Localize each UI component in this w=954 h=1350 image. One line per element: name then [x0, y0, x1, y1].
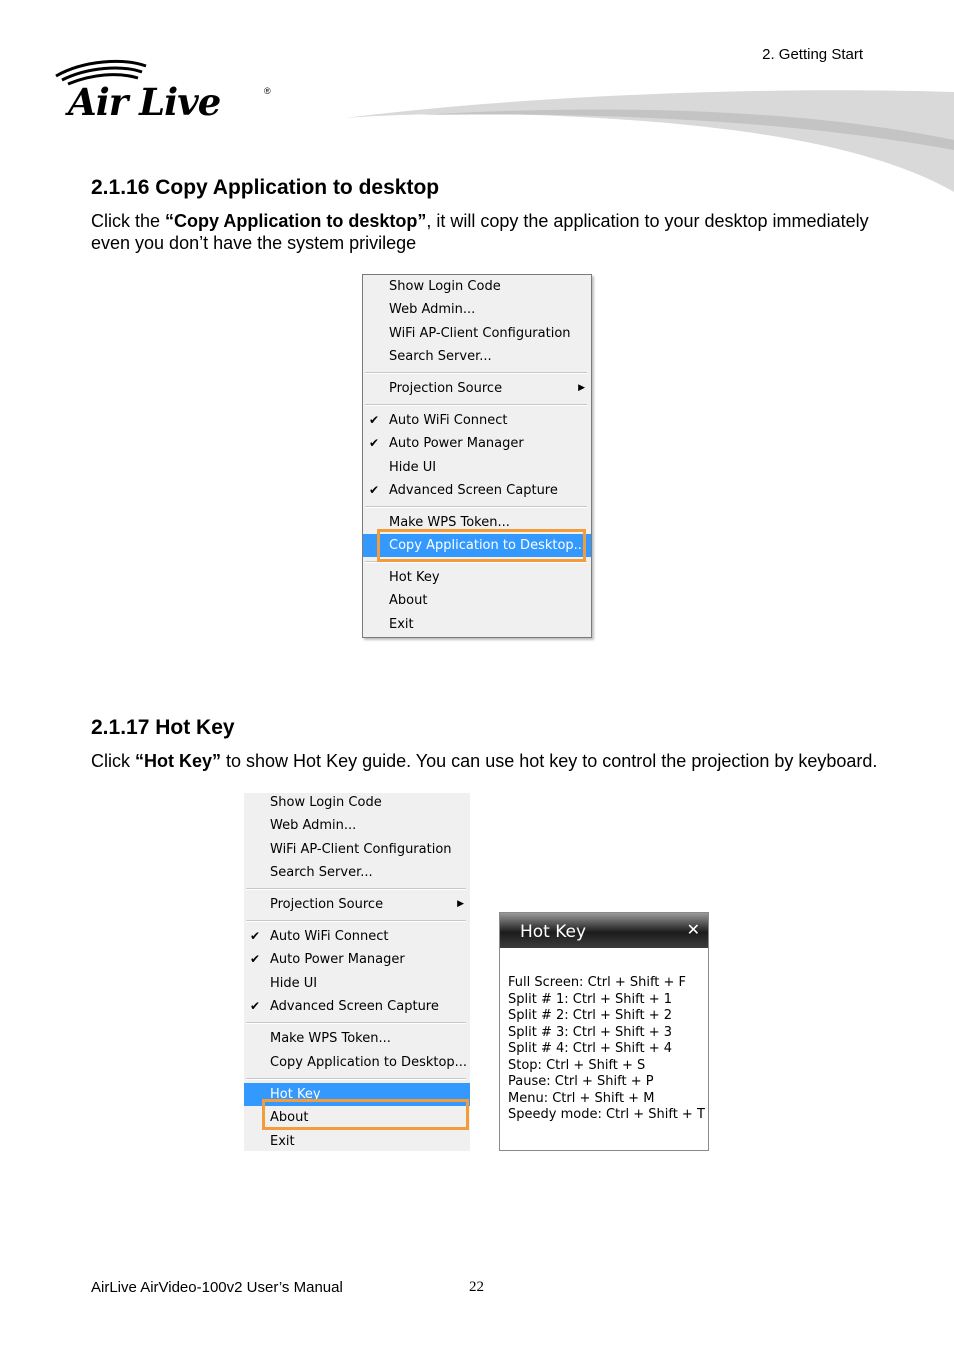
check-icon: ✔	[249, 952, 261, 966]
para-suffix: , it will copy the application to your desktop immediately even you don’t have the system privilege	[91, 211, 869, 253]
hot-key-line: Menu: Ctrl + Shift + M	[508, 1090, 655, 1106]
menu-item-advanced-screen-capture[interactable]: ✔ Advanced Screen Capture	[363, 479, 591, 502]
menu-item-copy-application[interactable]: Copy Application to Desktop...	[270, 1055, 468, 1070]
hot-key-title-bar	[500, 913, 708, 948]
menu-item-exit[interactable]: Exit	[270, 1134, 295, 1149]
menu-separator	[365, 506, 587, 508]
hot-key-list	[508, 975, 705, 1124]
menu-item-hot-key[interactable]: Hot Key	[244, 1083, 470, 1106]
context-menu-copy-app	[362, 274, 592, 638]
menu-item-about[interactable]: About	[270, 1110, 309, 1125]
close-icon[interactable]: ✕	[686, 920, 700, 939]
para-prefix: Click	[91, 751, 135, 771]
menu-item-auto-power-manager[interactable]: ✔ Auto Power Manager	[244, 948, 470, 971]
menu-item-show-login-code[interactable]: Show Login Code	[270, 795, 382, 810]
menu-item-projection-source[interactable]: Projection Source ▶	[363, 377, 591, 400]
hot-key-line: Pause: Ctrl + Shift + P	[508, 1074, 654, 1089]
highlight-box-hot-key	[262, 1099, 469, 1130]
menu-item-search-server[interactable]: Search Server...	[270, 865, 373, 880]
menu-separator	[365, 404, 587, 406]
context-menu-hot-key	[244, 793, 470, 1151]
menu-separator	[246, 1078, 466, 1080]
menu-item-auto-wifi-connect[interactable]: ✔ Auto WiFi Connect	[244, 925, 470, 948]
menu-item-copy-application[interactable]: Copy Application to Desktop...	[363, 534, 591, 557]
menu-item-show-login-code[interactable]: Show Login Code	[389, 279, 501, 294]
section-paragraph-hot-key	[91, 750, 881, 772]
menu-separator	[246, 920, 466, 922]
hot-key-line: Stop: Ctrl + Shift + S	[508, 1057, 646, 1073]
menu-separator	[246, 1022, 466, 1024]
menu-separator	[365, 372, 587, 374]
menu-item-exit[interactable]: Exit	[389, 617, 414, 632]
hot-key-line: Speedy mode: Ctrl + Shift + T	[508, 1107, 705, 1122]
menu-item-make-wps-token[interactable]: Make WPS Token...	[389, 515, 510, 530]
chapter-label: 2. Getting Start	[762, 46, 863, 63]
footer-manual-title: AirLive AirVideo-100v2 User’s Manual	[91, 1279, 343, 1296]
hot-key-line: Split # 4: Ctrl + Shift + 4	[508, 1041, 673, 1056]
menu-item-projection-source[interactable]: Projection Source ▶	[244, 893, 470, 916]
menu-item-make-wps-token[interactable]: Make WPS Token...	[270, 1031, 391, 1046]
logo-registered: ®	[264, 86, 271, 96]
highlight-box-copy-app	[377, 529, 586, 562]
section-title-hot-key: 2.1.17 Hot Key	[91, 716, 235, 739]
hot-key-line: Full Screen: Ctrl + Shift + F	[508, 975, 687, 990]
logo-text: Air Live	[68, 80, 221, 124]
airlive-logo	[54, 58, 284, 128]
hot-key-line: Split # 1: Ctrl + Shift + 1	[508, 991, 673, 1007]
check-icon: ✔	[368, 436, 380, 450]
check-icon: ✔	[249, 999, 261, 1013]
para-bold: “Hot Key”	[135, 751, 222, 771]
menu-item-about[interactable]: About	[389, 593, 428, 608]
menu-item-web-admin[interactable]: Web Admin...	[389, 302, 476, 317]
para-prefix: Click the	[91, 211, 166, 231]
menu-item-web-admin[interactable]: Web Admin...	[270, 818, 357, 833]
menu-item-hot-key[interactable]: Hot Key	[389, 570, 440, 585]
section-title-copy-app: 2.1.16 Copy Application to desktop	[91, 176, 440, 199]
check-icon: ✔	[368, 413, 380, 427]
submenu-arrow-icon: ▶	[457, 899, 464, 909]
hot-key-title: Hot Key	[520, 922, 587, 942]
menu-item-auto-power-manager[interactable]: ✔ Auto Power Manager	[363, 432, 591, 455]
menu-item-auto-wifi-connect[interactable]: ✔ Auto WiFi Connect	[363, 409, 591, 432]
menu-item-hide-ui[interactable]: Hide UI	[389, 460, 437, 475]
check-icon: ✔	[368, 483, 380, 497]
hot-key-line: Split # 3: Ctrl + Shift + 3	[508, 1024, 673, 1040]
para-bold: “Copy Application to desktop”	[165, 211, 427, 231]
para-suffix: to show Hot Key guide. You can use hot key to control the projection by keyboard.	[221, 751, 878, 771]
hot-key-window	[499, 912, 709, 1151]
footer-page-number: 22	[469, 1279, 484, 1295]
menu-separator	[246, 888, 466, 890]
menu-item-wifi-ap-client[interactable]: WiFi AP-Client Configuration	[270, 842, 452, 857]
menu-item-advanced-screen-capture[interactable]: ✔ Advanced Screen Capture	[244, 995, 470, 1018]
submenu-arrow-icon: ▶	[578, 383, 585, 393]
menu-item-hide-ui[interactable]: Hide UI	[270, 976, 318, 991]
menu-item-wifi-ap-client[interactable]: WiFi AP-Client Configuration	[389, 326, 571, 341]
check-icon: ✔	[249, 929, 261, 943]
section-paragraph-copy-app	[91, 210, 881, 254]
hot-key-line: Split # 2: Ctrl + Shift + 2	[508, 1008, 673, 1023]
menu-item-search-server[interactable]: Search Server...	[389, 349, 492, 364]
